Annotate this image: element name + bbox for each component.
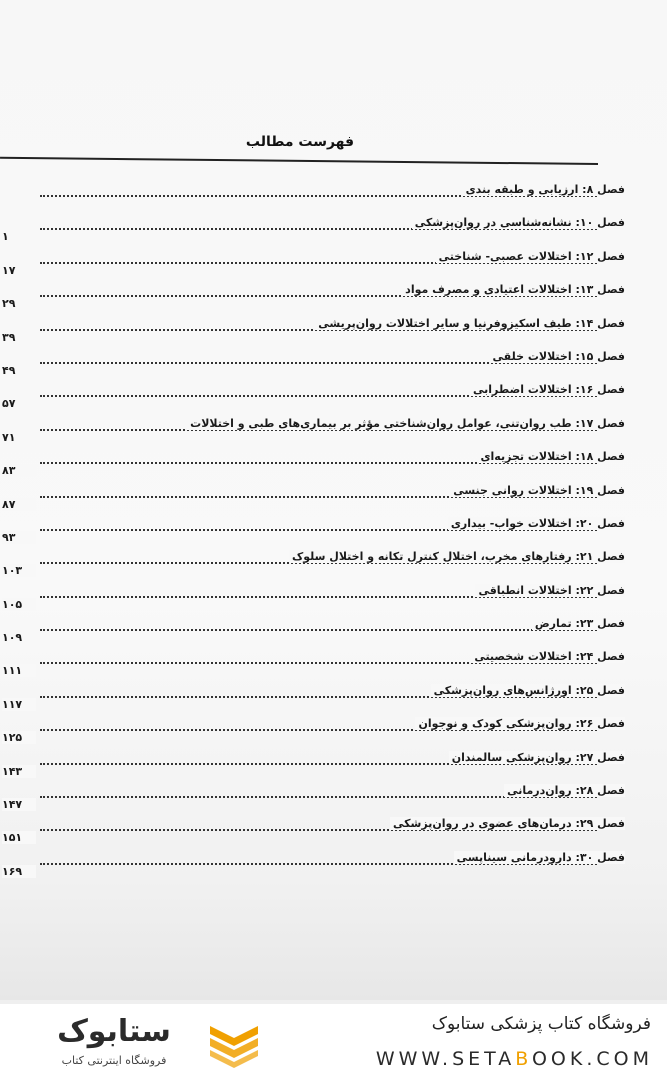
toc-entry-page: ۱۱۱ xyxy=(2,664,36,677)
toc-entry-page: ۹۳ xyxy=(2,531,36,544)
toc-entry xyxy=(0,410,667,443)
toc-entry-title: فصل ۱۹: اختلالات روانی جنسی xyxy=(450,484,625,497)
toc-entry-page: ۱۰۳ xyxy=(2,564,36,577)
toc-entry xyxy=(0,543,667,576)
store-footer xyxy=(0,1004,667,1080)
toc-entry-page: ۵۷ xyxy=(2,397,36,410)
toc-entry xyxy=(0,810,667,843)
toc-entry-title: فصل ۸: ارزیابی و طبقه بندی xyxy=(463,183,625,196)
toc-entry-page: ۱۰۹ xyxy=(2,631,36,644)
logo-wordmark: ستابوک xyxy=(57,1014,171,1049)
toc-entry-page: ۱۷ xyxy=(2,264,36,277)
toc-entry-title: فصل ۲۹: درمان‌های عضوی در روان‌پزشکی xyxy=(390,817,625,830)
toc-entry xyxy=(0,510,667,543)
toc-entry-page: ۲۹ xyxy=(2,297,36,310)
toc-entry-page: ۱۶۹ xyxy=(2,865,36,878)
toc-entry-title: فصل ۲۷: روان‌پزشکی سالمندان xyxy=(449,751,625,764)
toc-entry-page: ۱۲۵ xyxy=(2,731,36,744)
toc-entry xyxy=(0,744,667,777)
toc-entry-page: ۷۱ xyxy=(2,431,36,444)
toc-entry xyxy=(0,610,667,643)
toc-entry xyxy=(0,443,667,476)
toc-entry xyxy=(0,844,667,877)
toc-entry-page: ۸۳ xyxy=(2,464,36,477)
toc-entry-title: فصل ۲۲: اختلالات انطباقی xyxy=(475,584,625,597)
url-accent: B xyxy=(515,1048,532,1070)
toc-entry-title: فصل ۱۲: اختلالات عصبی- شناختی xyxy=(436,250,625,263)
toc-entry xyxy=(0,209,667,242)
toc-entry xyxy=(0,276,667,309)
toc-list xyxy=(0,176,667,877)
toc-entry xyxy=(0,710,667,743)
toc-entry-page: ۱۰۵ xyxy=(2,598,36,611)
toc-entry-title: فصل ۱۸: اختلالات تجزیه‌ای xyxy=(477,450,625,463)
toc-entry xyxy=(0,376,667,409)
toc-entry-title: فصل ۱۵: اختلالات خلقی xyxy=(490,350,625,363)
toc-entry-title: فصل ۲۱: رفتارهای مخرب، اختلال کنترل تکانه و اختلال سلوک xyxy=(289,550,625,563)
toc-entry-page: ۱ xyxy=(2,230,36,243)
book-stack-icon xyxy=(208,1018,260,1068)
toc-entry-title: فصل ۱۶: اختلالات اضطرابی xyxy=(470,383,625,396)
toc-entry xyxy=(0,577,667,610)
toc-entry xyxy=(0,176,667,209)
store-name: فروشگاه کتاب پزشکی ستابوک xyxy=(431,1014,651,1034)
toc-title: فهرست مطالب xyxy=(245,134,355,150)
url-suffix: OOK.COM xyxy=(531,1048,653,1070)
toc-entry-title: فصل ۳۰: دارودرمانی سیناپسی xyxy=(454,851,625,864)
toc-entry xyxy=(0,243,667,276)
header-rule xyxy=(0,157,598,165)
store-url[interactable] xyxy=(376,1048,653,1070)
toc-entry-title: فصل ۲۳: تمارض xyxy=(532,617,625,630)
dot-leader xyxy=(40,629,597,631)
toc-entry-title: فصل ۱۴: طیف اسکیزوفرنیا و سایر اختلالات روان‌پریشی xyxy=(315,317,625,330)
logo-caption: فروشگاه اینترنتی کتاب xyxy=(61,1054,167,1067)
toc-entry-title: فصل ۲۴: اختلالات شخصیتی xyxy=(471,650,625,663)
toc-entry xyxy=(0,343,667,376)
toc-entry xyxy=(0,777,667,810)
toc-entry xyxy=(0,310,667,343)
toc-entry xyxy=(0,477,667,510)
toc-entry xyxy=(0,643,667,676)
store-logo[interactable] xyxy=(30,1014,265,1072)
toc-entry xyxy=(0,677,667,710)
toc-entry-title: فصل ۲۰: اختلالات خواب- بیداری xyxy=(448,517,625,530)
toc-entry-page: ۱۴۳ xyxy=(2,765,36,778)
toc-entry-title: فصل ۱۳: اختلالات اعتیادی و مصرف مواد xyxy=(402,283,625,296)
toc-entry-title: فصل ۲۸: روان‌درمانی xyxy=(504,784,625,797)
toc-entry-page: ۱۴۷ xyxy=(2,798,36,811)
url-prefix: WWW.SETA xyxy=(375,1048,516,1070)
toc-entry-title: فصل ۱۰: نشانه‌شناسی در روان‌پزشکی xyxy=(412,216,625,229)
toc-entry-page: ۱۵۱ xyxy=(2,831,36,844)
toc-entry-title: فصل ۱۷: طب روان‌تنی، عوامل روان‌شناختی مؤثر بر بیماری‌های طبی و اختلالات xyxy=(187,417,625,430)
toc-entry-page: ۳۹ xyxy=(2,331,36,344)
toc-entry-page: ۸۷ xyxy=(2,498,36,511)
toc-entry-title: فصل ۲۵: اورژانس‌های روان‌پزشکی xyxy=(431,684,625,697)
toc-entry-page: ۴۹ xyxy=(2,364,36,377)
toc-entry-page: ۱۱۷ xyxy=(2,698,36,711)
toc-entry-title: فصل ۲۶: روان‌پزشکی کودک و نوجوان xyxy=(415,717,625,730)
